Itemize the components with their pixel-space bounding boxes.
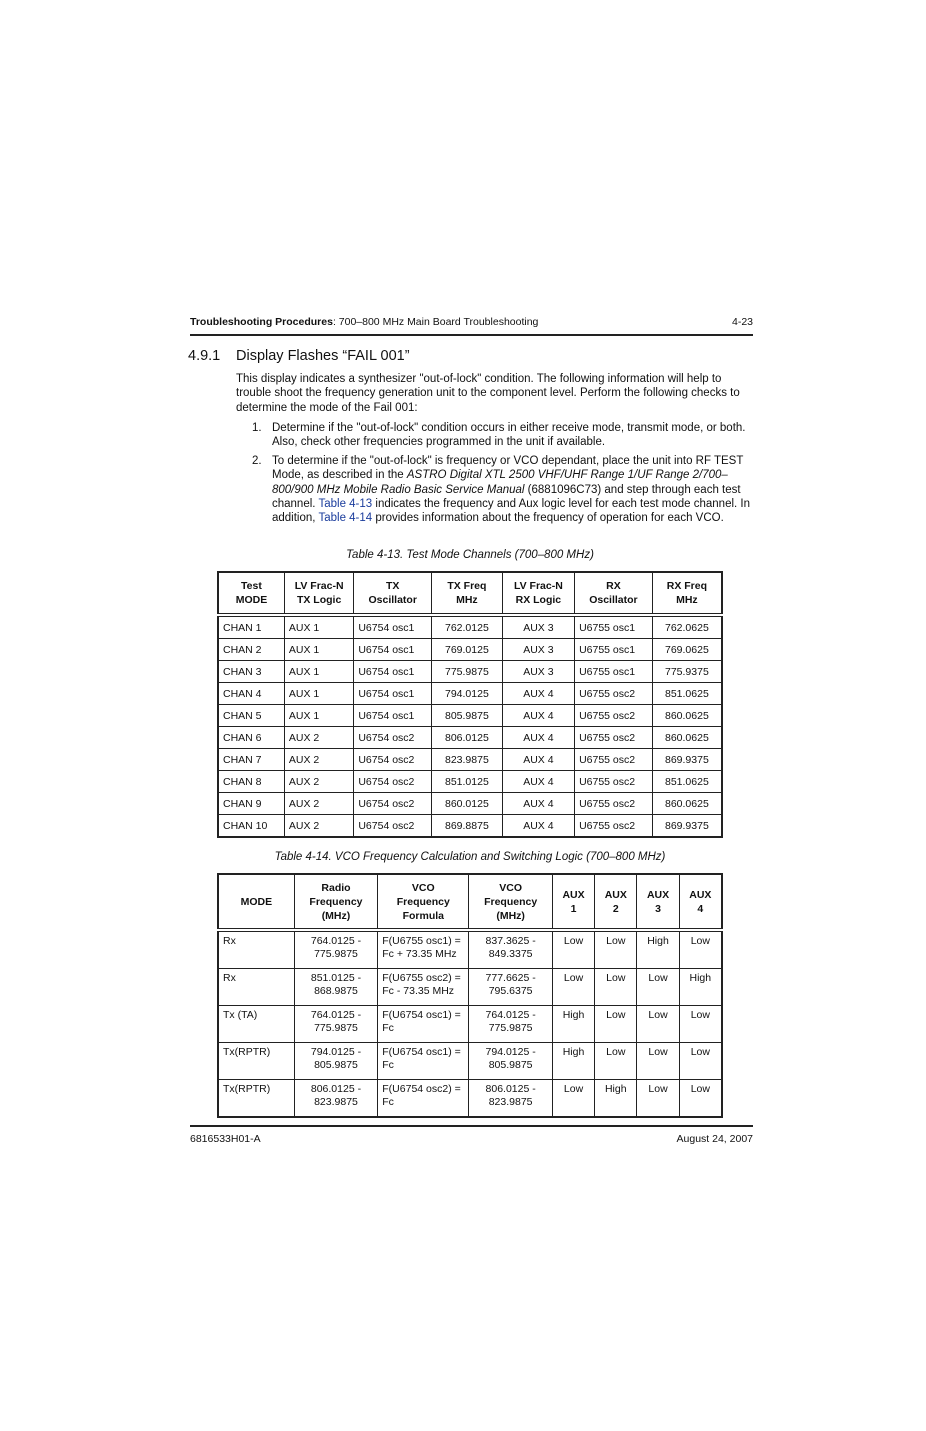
- table-cell: AUX 4: [502, 771, 574, 793]
- cell-line: Low: [606, 1046, 626, 1058]
- cell-line: Low: [563, 935, 584, 947]
- table-cell: U6755 osc1: [575, 615, 653, 639]
- table-cell: CHAN 5: [218, 705, 284, 727]
- table-cell: [552, 1006, 594, 1043]
- cell-line: Frequency: [396, 895, 450, 908]
- cell-line: Low: [648, 1046, 668, 1058]
- table-cell: 851.0125: [432, 771, 503, 793]
- cell-line: High: [647, 935, 669, 947]
- table-cell: [294, 930, 378, 969]
- table-cell: U6754 osc1: [354, 615, 432, 639]
- header-subsection: : 700–800 MHz Main Board Troubleshooting: [332, 316, 539, 328]
- table-cell: [218, 930, 294, 969]
- cell-line: Tx (TA): [223, 1009, 258, 1021]
- table-cell: AUX 1: [284, 615, 353, 639]
- table-cell: AUX 1: [284, 683, 353, 705]
- column-header: [294, 874, 378, 930]
- table-cell: AUX 4: [502, 727, 574, 749]
- cell-line: Fc + 73.35 MHz: [382, 948, 457, 960]
- table-cell: [294, 969, 378, 1006]
- table-cell: 794.0125: [432, 683, 503, 705]
- cell-line: Fc: [382, 1022, 394, 1034]
- table-cell: U6754 osc2: [354, 793, 432, 815]
- table-cell: [294, 1043, 378, 1080]
- list-text: [272, 454, 750, 525]
- cell-line: 806.0125 -: [310, 1083, 362, 1095]
- table-cell: [378, 969, 469, 1006]
- cell-line: Fc: [382, 1059, 394, 1071]
- cell-line: MODE: [240, 895, 273, 908]
- table-row: [218, 661, 722, 683]
- table-4-13-caption: Table 4-13. Test Mode Channels (700–800 MHz): [346, 549, 594, 561]
- table-cell: U6755 osc2: [575, 793, 653, 815]
- list-number: 1.: [252, 422, 262, 434]
- table-cell: [595, 969, 637, 1006]
- table-cell: 806.0125: [432, 727, 503, 749]
- table-cell: 762.0625: [652, 615, 722, 639]
- table-cell: [637, 969, 679, 1006]
- table-cell: U6754 osc2: [354, 727, 432, 749]
- cell-line: MODE: [235, 594, 268, 606]
- cell-line: 794.0125 -: [310, 1046, 362, 1058]
- table-cell: CHAN 3: [218, 661, 284, 683]
- cell-line: Rx: [223, 972, 236, 984]
- manual-title: ASTRO Digital XTL 2500 VHF/UHF Range 1/UF Range 2/700–800/900 MHz Mobile Radio Basic Service Manual: [272, 469, 728, 496]
- intro-paragraph: This display indicates a synthesizer "out-of-lock" condition. The following information will help to trouble shoot the frequency generation unit to the component level. Perform the following checks to determine the mode of the Fail 001:: [236, 373, 740, 414]
- table-cell: U6754 osc1: [354, 639, 432, 661]
- column-header: [502, 572, 574, 615]
- cell-line: TX Freq: [447, 580, 487, 592]
- cell-line: Low: [648, 972, 668, 984]
- cell-line: F(U6754 osc2) =: [382, 1083, 461, 1095]
- cell-line: AUX: [689, 888, 712, 901]
- cell-line: 4: [697, 902, 704, 915]
- footer-rule: [190, 1125, 753, 1127]
- column-header: [218, 572, 284, 615]
- table-cell: 805.9875: [432, 705, 503, 727]
- table-cell: [218, 1006, 294, 1043]
- table-row: [218, 771, 722, 793]
- column-header: [284, 572, 353, 615]
- cell-line: F(U6755 osc2) =: [382, 972, 461, 984]
- table-cell: 860.0625: [652, 705, 722, 727]
- table-cell: [469, 1006, 553, 1043]
- cell-line: VCO: [499, 881, 522, 894]
- table-cell: AUX 2: [284, 793, 353, 815]
- cell-line: F(U6754 osc1) =: [382, 1046, 461, 1058]
- cell-line: High: [562, 1009, 585, 1021]
- cell-line: Low: [690, 1009, 710, 1021]
- table-cell: AUX 4: [502, 749, 574, 771]
- cell-line: 806.0125 -: [485, 1083, 536, 1095]
- table-cell: U6755 osc2: [575, 683, 653, 705]
- table-4-14-link[interactable]: Table 4-14: [318, 512, 373, 525]
- step-text-b: (6881096C73) and step through each test channel.: [272, 483, 741, 510]
- table-cell: 851.0625: [652, 683, 722, 705]
- page-number: 4-23: [731, 316, 753, 328]
- table-cell: AUX 3: [502, 639, 574, 661]
- table-cell: [595, 1080, 637, 1118]
- list-number: 2.: [252, 455, 262, 467]
- table-cell: [552, 1043, 594, 1080]
- column-header: [652, 572, 722, 615]
- table-cell: [679, 969, 722, 1006]
- cell-line: High: [689, 972, 712, 984]
- vco-frequency-table: [217, 873, 723, 1118]
- column-header: [595, 874, 637, 930]
- column-header: [378, 874, 469, 930]
- table-cell: 769.0125: [432, 639, 503, 661]
- table-cell: CHAN 8: [218, 771, 284, 793]
- table-cell: CHAN 7: [218, 749, 284, 771]
- table-cell: CHAN 2: [218, 639, 284, 661]
- table-cell: 860.0125: [432, 793, 503, 815]
- table-cell: U6755 osc2: [575, 749, 653, 771]
- cell-line: 794.0125 -: [485, 1046, 536, 1058]
- cell-line: 764.0125 -: [485, 1009, 536, 1021]
- table-cell: AUX 1: [284, 639, 353, 661]
- table-row: [218, 683, 722, 705]
- table-cell: AUX 2: [284, 749, 353, 771]
- step-text-d: provides information about the frequency of operation for each VCO.: [372, 512, 724, 525]
- table-cell: [637, 1080, 679, 1118]
- cell-line: 849.3375: [488, 948, 533, 960]
- cell-line: Low: [563, 1083, 584, 1095]
- cell-line: MHz: [456, 594, 478, 606]
- table-cell: U6754 osc2: [354, 771, 432, 793]
- table-cell: [469, 969, 553, 1006]
- cell-line: AUX: [646, 888, 670, 901]
- column-header: [575, 572, 653, 615]
- table-cell: 860.0625: [652, 793, 722, 815]
- table-cell: [218, 1080, 294, 1118]
- table-cell: 775.9375: [652, 661, 722, 683]
- cell-line: Frequency: [484, 895, 538, 908]
- table-row: [218, 705, 722, 727]
- cell-line: 3: [655, 902, 661, 915]
- table-row: [218, 1043, 722, 1080]
- table-cell: [218, 1043, 294, 1080]
- table-cell: [595, 1043, 637, 1080]
- table-cell: CHAN 10: [218, 815, 284, 838]
- table-cell: [294, 1080, 378, 1118]
- cell-line: AUX: [604, 888, 627, 901]
- table-cell: U6755 osc1: [575, 639, 653, 661]
- section-number: 4.9.1: [188, 348, 221, 364]
- table-cell: [552, 930, 594, 969]
- cell-line: F(U6755 osc1) =: [382, 935, 461, 947]
- column-header: [679, 874, 722, 930]
- cell-line: Frequency: [309, 895, 363, 908]
- column-header: [552, 874, 594, 930]
- table-row: [218, 1006, 722, 1043]
- table-cell: U6754 osc2: [354, 815, 432, 838]
- table-cell: [637, 1006, 679, 1043]
- table-cell: [595, 930, 637, 969]
- table-cell: U6755 osc2: [575, 771, 653, 793]
- table-cell: [679, 930, 722, 969]
- table-cell: AUX 1: [284, 705, 353, 727]
- table-cell: AUX 4: [502, 815, 574, 838]
- step-text-c: indicates the frequency and Aux logic level for each test mode channel. In addition,: [272, 497, 751, 525]
- cell-line: Low: [690, 1083, 710, 1095]
- table-cell: AUX 4: [502, 705, 574, 727]
- table-row: [218, 749, 722, 771]
- column-header: [218, 874, 294, 930]
- cell-line: 775.9875: [314, 1022, 358, 1034]
- cell-line: 823.9875: [314, 1096, 358, 1108]
- table-cell: [552, 969, 594, 1006]
- cell-line: (MHz): [496, 909, 525, 922]
- table-cell: [469, 1080, 553, 1118]
- cell-line: Low: [563, 972, 584, 984]
- column-header: [469, 874, 553, 930]
- cell-line: RX Logic: [515, 594, 562, 606]
- cell-line: Low: [690, 1046, 710, 1058]
- cell-line: MHz: [676, 594, 698, 606]
- cell-line: RX Freq: [666, 580, 708, 592]
- cell-line: 1: [570, 902, 577, 915]
- cell-line: 2: [612, 902, 619, 915]
- cell-line: Radio: [321, 881, 351, 894]
- header-section: Troubleshooting Procedures: [190, 316, 333, 328]
- step-text-a: To determine if the "out-of-lock" is frequency or VCO dependant, place the unit into RF TEST Mode, as described in the: [272, 455, 744, 482]
- table-cell: 775.9875: [432, 661, 503, 683]
- test-mode-channels-table: [217, 571, 723, 838]
- header-rule: [190, 334, 753, 336]
- column-header: [432, 572, 503, 615]
- table-cell: 869.8875: [432, 815, 503, 838]
- cell-line: Oscillator: [368, 594, 417, 606]
- table-cell: AUX 2: [284, 815, 353, 838]
- table-cell: CHAN 4: [218, 683, 284, 705]
- table-cell: AUX 4: [502, 683, 574, 705]
- cell-line: VCO: [411, 881, 435, 894]
- cell-line: Low: [606, 1009, 626, 1021]
- table-4-14-caption: Table 4-14. VCO Frequency Calculation and Switching Logic (700–800 MHz): [274, 851, 666, 863]
- cell-line: 764.0125 -: [310, 935, 362, 947]
- cell-line: 795.6375: [488, 985, 533, 997]
- cell-line: High: [604, 1083, 627, 1095]
- cell-line: 805.9875: [314, 1059, 358, 1071]
- cell-line: 868.9875: [314, 985, 358, 997]
- table-row: [218, 969, 722, 1006]
- cell-line: TX Logic: [296, 594, 342, 606]
- cell-line: High: [562, 1046, 585, 1058]
- column-header: [637, 874, 679, 930]
- table-cell: U6755 osc2: [575, 705, 653, 727]
- table-cell: [637, 930, 679, 969]
- cell-line: 777.6625 -: [485, 972, 536, 984]
- cell-line: Low: [606, 972, 626, 984]
- table-cell: [679, 1080, 722, 1118]
- table-cell: CHAN 6: [218, 727, 284, 749]
- table-cell: 769.0625: [652, 639, 722, 661]
- cell-line: Low: [690, 935, 710, 947]
- table-cell: [595, 1006, 637, 1043]
- table-cell: U6754 osc1: [354, 705, 432, 727]
- table-cell: [679, 1043, 722, 1080]
- table-cell: U6754 osc2: [354, 749, 432, 771]
- table-cell: [378, 1080, 469, 1118]
- table-cell: 869.9375: [652, 749, 722, 771]
- table-row: [218, 930, 722, 969]
- table-row: [218, 639, 722, 661]
- cell-line: Tx(RPTR): [223, 1083, 271, 1095]
- table-cell: 823.9875: [432, 749, 503, 771]
- table-cell: [469, 1043, 553, 1080]
- section-title: Display Flashes “FAIL 001”: [236, 348, 410, 364]
- table-cell: U6754 osc1: [354, 661, 432, 683]
- cell-line: (MHz): [321, 909, 351, 922]
- cell-line: Fc - 73.35 MHz: [382, 985, 455, 997]
- table-cell: AUX 3: [502, 661, 574, 683]
- cell-line: Low: [648, 1083, 668, 1095]
- cell-line: RX: [606, 580, 621, 592]
- table-cell: U6754 osc1: [354, 683, 432, 705]
- cell-line: 805.9875: [488, 1059, 533, 1071]
- table-row: [218, 1080, 722, 1118]
- table-cell: [218, 969, 294, 1006]
- column-header: [354, 572, 432, 615]
- table-cell: CHAN 9: [218, 793, 284, 815]
- cell-line: 764.0125 -: [310, 1009, 362, 1021]
- table-cell: 869.9375: [652, 815, 722, 838]
- table-cell: AUX 1: [284, 661, 353, 683]
- table-cell: AUX 2: [284, 771, 353, 793]
- cell-line: 775.9875: [314, 948, 358, 960]
- table-cell: [378, 1043, 469, 1080]
- table-cell: [469, 930, 553, 969]
- table-4-13-link[interactable]: Table 4-13: [318, 497, 373, 510]
- cell-line: 775.9875: [488, 1022, 533, 1034]
- table-cell: U6755 osc2: [575, 815, 653, 838]
- cell-line: F(U6754 osc1) =: [382, 1009, 461, 1021]
- running-header: [190, 316, 753, 328]
- cell-line: LV Frac-N: [294, 580, 344, 592]
- cell-line: Tx(RPTR): [223, 1046, 271, 1058]
- table-cell: [552, 1080, 594, 1118]
- cell-line: LV Frac-N: [513, 580, 563, 592]
- table-cell: 860.0625: [652, 727, 722, 749]
- table-cell: 851.0625: [652, 771, 722, 793]
- table-cell: [294, 1006, 378, 1043]
- table-cell: AUX 3: [502, 615, 574, 639]
- cell-line: 823.9875: [488, 1096, 533, 1108]
- table-cell: [637, 1043, 679, 1080]
- table-cell: [378, 1006, 469, 1043]
- table-cell: AUX 2: [284, 727, 353, 749]
- table-cell: AUX 4: [502, 793, 574, 815]
- cell-line: Formula: [402, 909, 445, 922]
- cell-line: Low: [606, 935, 626, 947]
- table-row: [218, 727, 722, 749]
- table-row: [218, 615, 722, 639]
- table-cell: U6755 osc2: [575, 727, 653, 749]
- table-cell: 762.0125: [432, 615, 503, 639]
- doc-number: 6816533H01-A: [190, 1133, 261, 1145]
- table-cell: [679, 1006, 722, 1043]
- table-cell: CHAN 1: [218, 615, 284, 639]
- table-cell: U6755 osc1: [575, 661, 653, 683]
- cell-line: Rx: [223, 935, 236, 947]
- cell-line: TX: [386, 580, 400, 592]
- table-row: [218, 793, 722, 815]
- cell-line: 851.0125 -: [310, 972, 362, 984]
- table-cell: [378, 930, 469, 969]
- cell-line: Oscillator: [589, 594, 638, 606]
- table-row: [218, 815, 722, 838]
- cell-line: Low: [648, 1009, 668, 1021]
- cell-line: AUX: [562, 888, 585, 901]
- footer-date: August 24, 2007: [676, 1133, 753, 1145]
- list-text: Determine if the "out-of-lock" condition occurs in either receive mode, transmit mode, or both. Also, check other frequencies programmed in the unit if available.: [272, 422, 746, 449]
- cell-line: 837.3625 -: [485, 935, 536, 947]
- cell-line: Test: [241, 580, 262, 592]
- cell-line: Fc: [382, 1096, 394, 1108]
